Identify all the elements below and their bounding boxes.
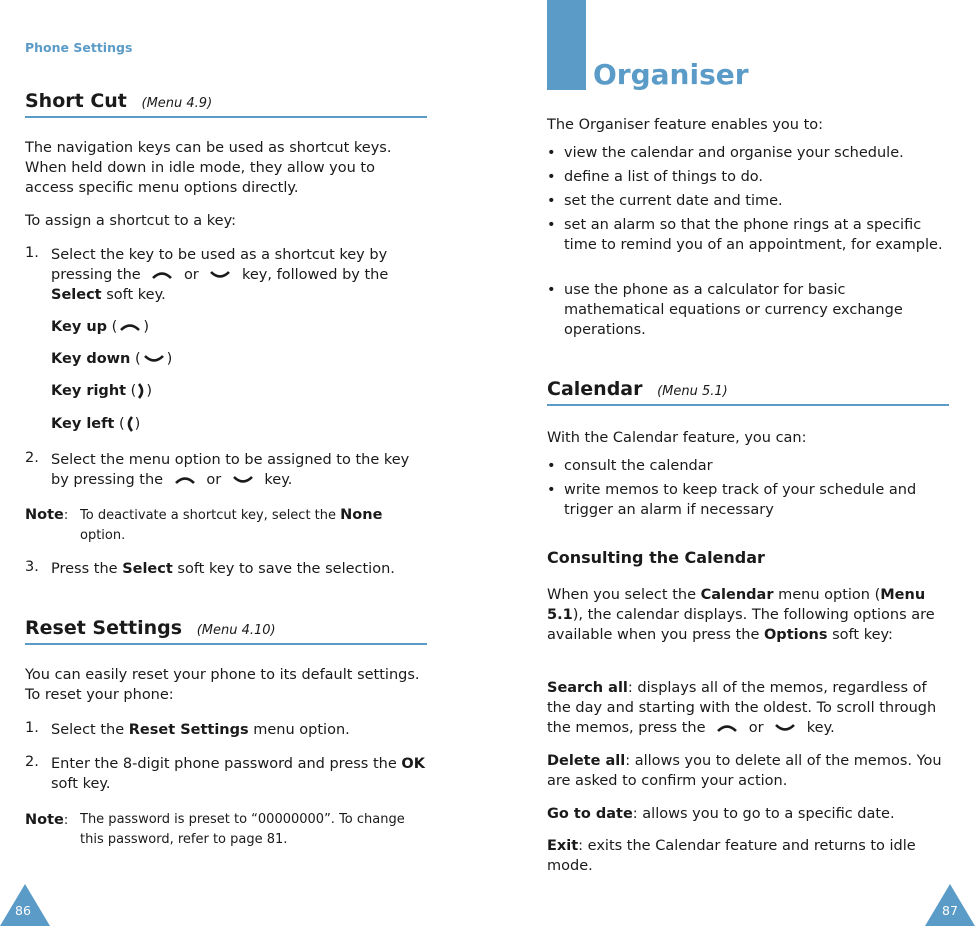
subsection-title: Consulting the Calendar <box>547 548 765 567</box>
nav-key-right-icon <box>137 383 145 399</box>
running-head: Phone Settings <box>25 40 133 55</box>
menu-ref: (Menu 4.10) <box>196 623 276 638</box>
shortcut-section-header <box>25 90 427 118</box>
nav-key-up-icon <box>151 270 173 280</box>
nav-key-up-icon <box>174 475 196 485</box>
nav-key-left-icon <box>126 416 134 432</box>
nav-key-down-icon <box>232 475 254 485</box>
nav-key-down-icon <box>143 354 165 364</box>
reset-intro: You can easily reset your phone to its default settings. To reset your phone: <box>25 667 420 703</box>
nav-key-up-icon <box>119 322 141 332</box>
menu-ref: (Menu 4.9) <box>141 96 213 111</box>
page-number-left: 86 <box>0 884 50 926</box>
key-down-line: Key down ( ) <box>51 351 173 367</box>
shortcut-note: Note: To deactivate a shortcut key, select the None option. <box>25 507 383 543</box>
shortcut-intro: The navigation keys can be used as shortcut keys. When held down in idle mode, they allow you to access specific menu options directly. <box>25 140 392 196</box>
key-left-line: Key left ( ) <box>51 416 141 432</box>
option-go-to-date: Go to date: allows you to go to a specific date. <box>547 806 895 822</box>
chapter-title: Organiser <box>593 58 749 91</box>
nav-key-down-icon <box>774 723 796 733</box>
consulting-paragraph: When you select the Calendar menu option (Menu 5.1), the calendar displays. The following options are available when you press the Options soft key: <box>547 587 935 643</box>
chapter-marker <box>547 0 586 90</box>
nav-key-down-icon <box>209 270 231 280</box>
option-search-all: Search all: displays all of the memos, regardless of the day and starting with the oldest. To scroll through the memos, press the or key. <box>547 680 937 736</box>
key-up-line: Key up ( ) <box>51 319 149 335</box>
section-title: Reset Settings <box>25 617 183 639</box>
option-exit: Exit: exits the Calendar feature and returns to idle mode. <box>547 838 916 874</box>
calendar-section-header <box>547 378 949 406</box>
section-title: Short Cut <box>25 90 127 112</box>
calendar-intro: With the Calendar feature, you can: <box>547 430 807 446</box>
nav-key-up-icon <box>716 723 738 733</box>
page-number-right: 87 <box>925 884 975 926</box>
menu-ref: (Menu 5.1) <box>657 384 728 399</box>
option-delete-all: Delete all: allows you to delete all of the memos. You are asked to confirm your action. <box>547 753 942 789</box>
section-title: Calendar <box>547 378 643 400</box>
reset-section-header <box>25 617 427 645</box>
key-right-line: Key right ( ) <box>51 383 153 399</box>
organiser-intro: The Organiser feature enables you to: <box>547 117 824 133</box>
shortcut-assign: To assign a shortcut to a key: <box>25 213 236 229</box>
reset-note: Note: The password is preset to “00000000”. To change this password, refer to page 81. <box>25 812 405 847</box>
